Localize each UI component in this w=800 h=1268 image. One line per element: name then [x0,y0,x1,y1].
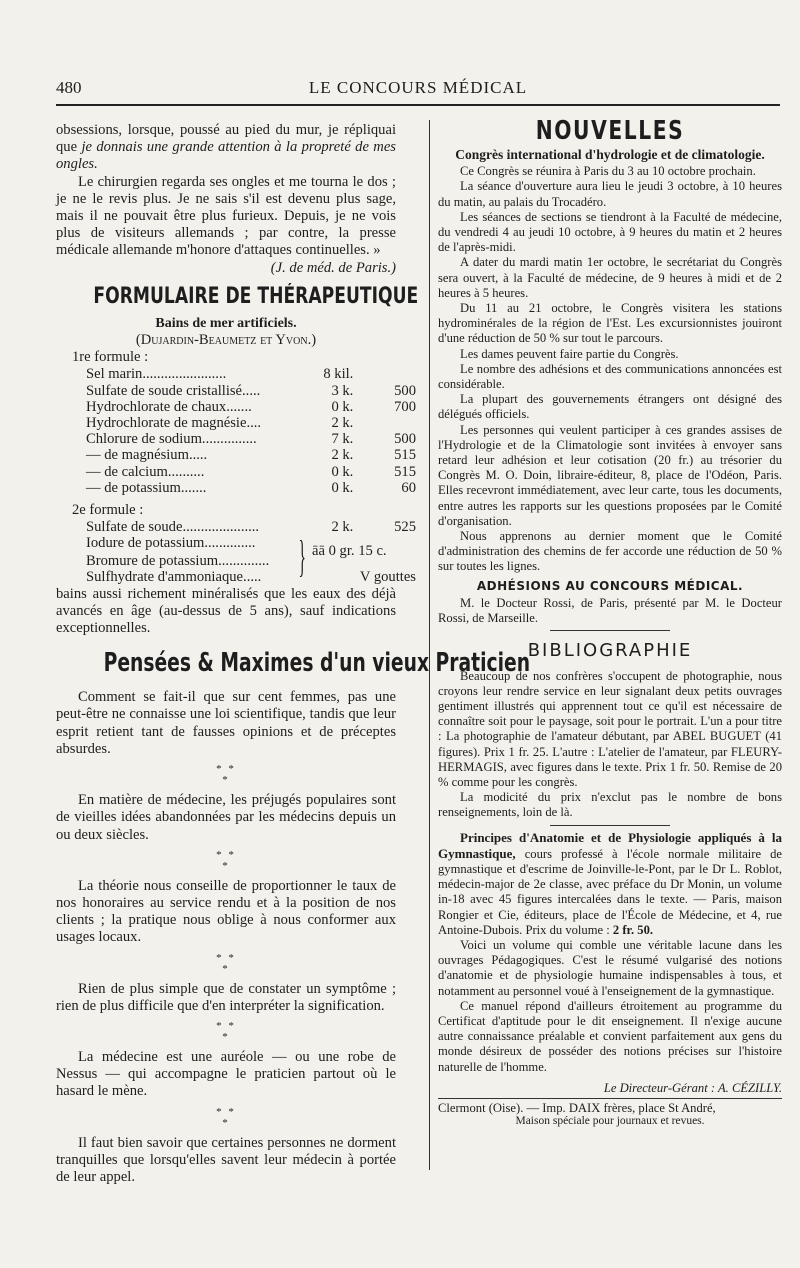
bibliographie-title: BIBLIOGRAPHIE [527,640,693,662]
congres-para-9: Les personnes qui veulent participer à ces grandes assises de l'Hydrologie et de la Climatologie sont invitées à envoyer sans retard leur adhésion et leur cotisation (20 fr.) au trésorier du Congrès M. O. Doin, libraire-éditeur, 8, place de l'Odéon, Paris. Elles recevront immédiatement, avec leur carte, tous les documents, entre autres les rapports sur les questions proposées par le Comité d'organisation. [438,422,782,528]
principes-para-1: Voici un volume qui comble une véritable lacune dans les ouvrages Pédagogiques. C'est le résumé vulgarisé des notions d'anatomie et de physiologie humaine indispensables à tous, et notamment au personnel voué à l'enseignement de la gymnastique. [438,937,782,998]
formule1-dose: 2 k. [331,415,354,432]
formule1-name: Hydrochlorate de magnésie.... [86,415,262,432]
congres-para-1: Ce Congrès se réunira à Paris du 3 au 10 octobre prochain. [460,164,756,179]
formule1-name: — de magnésium..... [86,447,208,464]
formule1-row [86,447,416,463]
formule1-row [86,464,416,480]
authors: (Dujardin-Beaumetz et Yvon.) [135,332,317,349]
congres-para-5: Du 11 au 21 octobre, le Congrès visitera les stations hydrominérales de la région de l'Est. Les excursionnistes jouiront d'une réduction de 50 % sur tout le parcours. [438,301,782,346]
biblio-para-2: La modicité du prix n'exclut pas le nombre de bons renseignements, loin de là. [438,790,782,820]
formule1-table [86,366,416,496]
biblio-para-1: Beaucoup de nos confrères s'occupent de photographie, nous croyons leur rendre service en leur signalant deux petits ouvrages gentiment illustrés qui apprennent tout ce qu'il est nécessaire de connaître soit pour le paysage, soit pour le portrait. L'un a pour titre : La photographie de l'amateur débutant, par ABEL BUGUET (41 figures). Prix 1 fr. 25. L'autre : L'atelier de l'amateur, par FLEURY-HERMAGIS, avec figures dans le texte. Prix 1 fr. 50. Remise de 20 % comme pour les congrès. [438,668,782,789]
principes-para-2: Ce manuel répond d'ailleurs étroitement au programme du Certificat d'aptitude pour le dit enseignement. Il n'exige aucune autre connaissance préalable et convient parfaitement aux gens du monde désireux de posséder des notions précises sur l'histoire naturelle de l'homme. [438,998,782,1074]
brace-names [86,535,292,569]
congres-para-8: La plupart des gouvernements étrangers ont désigné des délégués officiels. [438,392,782,422]
pensee-2: En matière de médecine, les préjugés populaires sont de vieilles idées abandonnées par les médecins depuis un ou deux siècles. [56,792,396,843]
formule1-dose: 3 k. [331,382,354,399]
formule1-name: Sel marin....................... [86,366,227,383]
page-header [56,78,780,104]
pensee-6: Il faut bien savoir que certaines personnes ne dorment tranquilles que lorsqu'elles savent leur médecin à portée de leur appel. [56,1134,396,1185]
formule1-sub [353,366,416,382]
column-divider [429,120,430,1170]
formule1-dose: 8 kil. [323,366,354,383]
adhesions-text: M. le Docteur Rossi, de Paris, présenté par M. le Docteur Rossi, de Marseille. [438,595,782,626]
brace-name-1: Iodure de potassium.............. [86,535,256,552]
congres-para-6: Les dames peuvent faire partie du Congrès. [460,346,679,361]
header-rule [56,104,780,106]
formule2-label: 2e formule : [72,502,144,519]
formule1-sub: 60 [401,479,416,496]
right-column [438,116,782,1129]
principes-text: cours professé à l'école normale militaire de gymnastique et d'escrime de Joinville-le-Pont, par le Dr L. Roblot, médecin-major de 2e classe, avec préface du Dr Monin, un volume in-18 avec 45 figures intercalées dans le texte. — Paris, maison Rongier et Cie, éditeurs, place de l'École de Médecine, et 4, rue Antoine-Dubois. Prix du volume : [438,846,782,937]
stars-separator: * * * [216,951,236,975]
formule1-name: Chlorure de sodium............... [86,431,257,448]
f2-last-name: Sulfhydrate d'ammoniaque..... [86,569,262,586]
formule1-name: Sulfate de soude cristallisé..... [86,382,261,399]
formule2-last [86,569,416,585]
formule1-name: — de potassium....... [86,479,207,496]
f2-last-dose: V gouttes [359,569,416,586]
principes-entry [438,830,782,938]
intro-paragraph-2: Le chirurgien regarda ses ongles et me tourna le dos ; je ne le revis plus. Je ne sais s'il est devenu plus sage, mais il ne pouvait être plus furieux. Depuis, je ne vois plus de visiteurs allemands ; par contre, la presse médicale allemande m'honore d'attaques continuelles. » [56,173,396,259]
nouvelles-title: NOUVELLES [535,116,685,146]
formule1-dose: 2 k. [331,447,354,464]
f2-first-name: Sulfate de soude..................... [86,519,260,536]
congres-para-2: La séance d'ouverture aura lieu le jeudi 3 octobre, à 10 heures du matin, au palais du Trocadéro. [438,179,782,209]
formule1-row [86,399,416,415]
stars-separator: * * * [216,1019,236,1043]
formule2-first [86,519,416,535]
congres-para-7: Le nombre des adhésions et des communications annoncées est considérable. [438,361,782,392]
pensee-1: Comment se fait-il que sur cent femmes, pas une peut-être ne connaisse une loi scientifique, tandis que leur esprit retient tant de fausses opinions et de préceptes absurdes. [56,689,396,757]
left-column [56,122,531,1186]
formule1-sub: 500 [394,382,416,399]
formule1-sub: 700 [394,398,416,415]
brace-glyph: } [298,532,306,582]
adhesions-title: ADHÉSIONS AU CONCOURS MÉDICAL. [476,578,744,593]
formule1-dose: 0 k. [331,398,354,415]
stars-separator: * * * [216,848,236,872]
congres-para-10: Nous apprenons au dernier moment que le Comité d'administration des chemins de fer accorde une réduction de 50 % sur toutes les lignes. [438,529,782,574]
f2-first-dose: 2 k. [331,519,354,536]
imprimeur: Clermont (Oise). — Imp. DAIX frères, place St André, [438,1098,782,1116]
formule1-row [86,383,416,399]
formule1-row [86,415,416,431]
page-number: 480 [56,78,82,97]
formule1-name: Hydrochlorate de chaux....... [86,398,252,415]
bains-title: Bains de mer artificiels. [155,315,297,331]
running-title: LE CONCOURS MÉDICAL [308,78,528,97]
pensee-4: Rien de plus simple que de constater un symptôme ; rien de plus difficile que d'en interpréter la signification. [56,980,396,1014]
formule1-name: — de calcium.......... [86,463,205,480]
formule1-sub: 515 [394,447,416,464]
brace-name-2: Bromure de potassium.............. [86,552,270,569]
section-rule [550,630,670,631]
pensees-title: Pensées & Maximes d'un vieux Praticien [103,648,531,679]
imprimeur-line-2: Maison spéciale pour journaux et revues. [515,1115,705,1128]
formule1-sub: 515 [394,463,416,480]
pensee-3: La théorie nous conseille de proportionner le taux de nos honoraires au service rendu et à la position de nos clients ; la pratique nous oblige à nous conformer aux usages locaux. [56,877,396,946]
formule1-row [86,366,416,382]
formulaire-title: FORMULAIRE DE THÉRAPEUTIQUE [93,283,419,309]
intro-text: obsessions, lorsque, poussé au pied du mur, je répliquai que [56,122,396,156]
section-rule [550,825,670,826]
formule1-row [86,431,416,447]
congres-para-3: Les séances de sections se tiendront à la Faculté de médecine, du vendredi 4 au jeudi 10 octobre, à 9 heures du matin et 2 heures de l'après-midi. [438,209,782,255]
congres-title: Congrès international d'hydrologie et de climatologie. [455,147,765,163]
directeur-gerant: Le Directeur-Gérant : A. CÉZILLY. [603,1080,782,1095]
formule1-sub: 500 [394,431,416,448]
intro-paragraph-1 [56,122,396,174]
principes-title: Principes d'Anatomie et de Physiologie appliqués à la Gymnastique, [438,829,782,861]
intro-italic: je donnais une grande attention à la propreté de mes ongles. [56,139,396,173]
formule-after: bains aussi richement minéralisés que les eaux des déjà avancés en âge (au-dessus de 5 ans), sauf indications exceptionnelles. [56,585,396,637]
congres-para-4: A dater du mardi matin 1er octobre, le secrétariat du Congrès sera ouvert, à la Faculté de médecine, de 9 heures à midi et de 2 heures à 5 heures. [438,255,782,300]
formule1-dose: 7 k. [331,431,354,448]
formule1-dose: 0 k. [331,479,354,496]
f2-first-sub: 525 [394,519,416,536]
formule1-sub [353,415,416,431]
brace-dose: āā 0 gr. 15 c. [312,543,387,560]
principes-price: 2 fr. 50. [612,922,654,937]
stars-separator: * * * [216,763,236,787]
formule1-dose: 0 k. [331,463,354,480]
intro-source: (J. de méd. de Paris.) [270,259,396,276]
stars-separator: * * * [216,1105,236,1129]
formule1-label: 1re formule : [72,349,149,366]
pensee-5: La médecine est une auréole — ou une robe de Nessus — qui accompagne le praticien partout où le hasard le mène. [56,1048,396,1100]
formule1-row [86,480,416,496]
